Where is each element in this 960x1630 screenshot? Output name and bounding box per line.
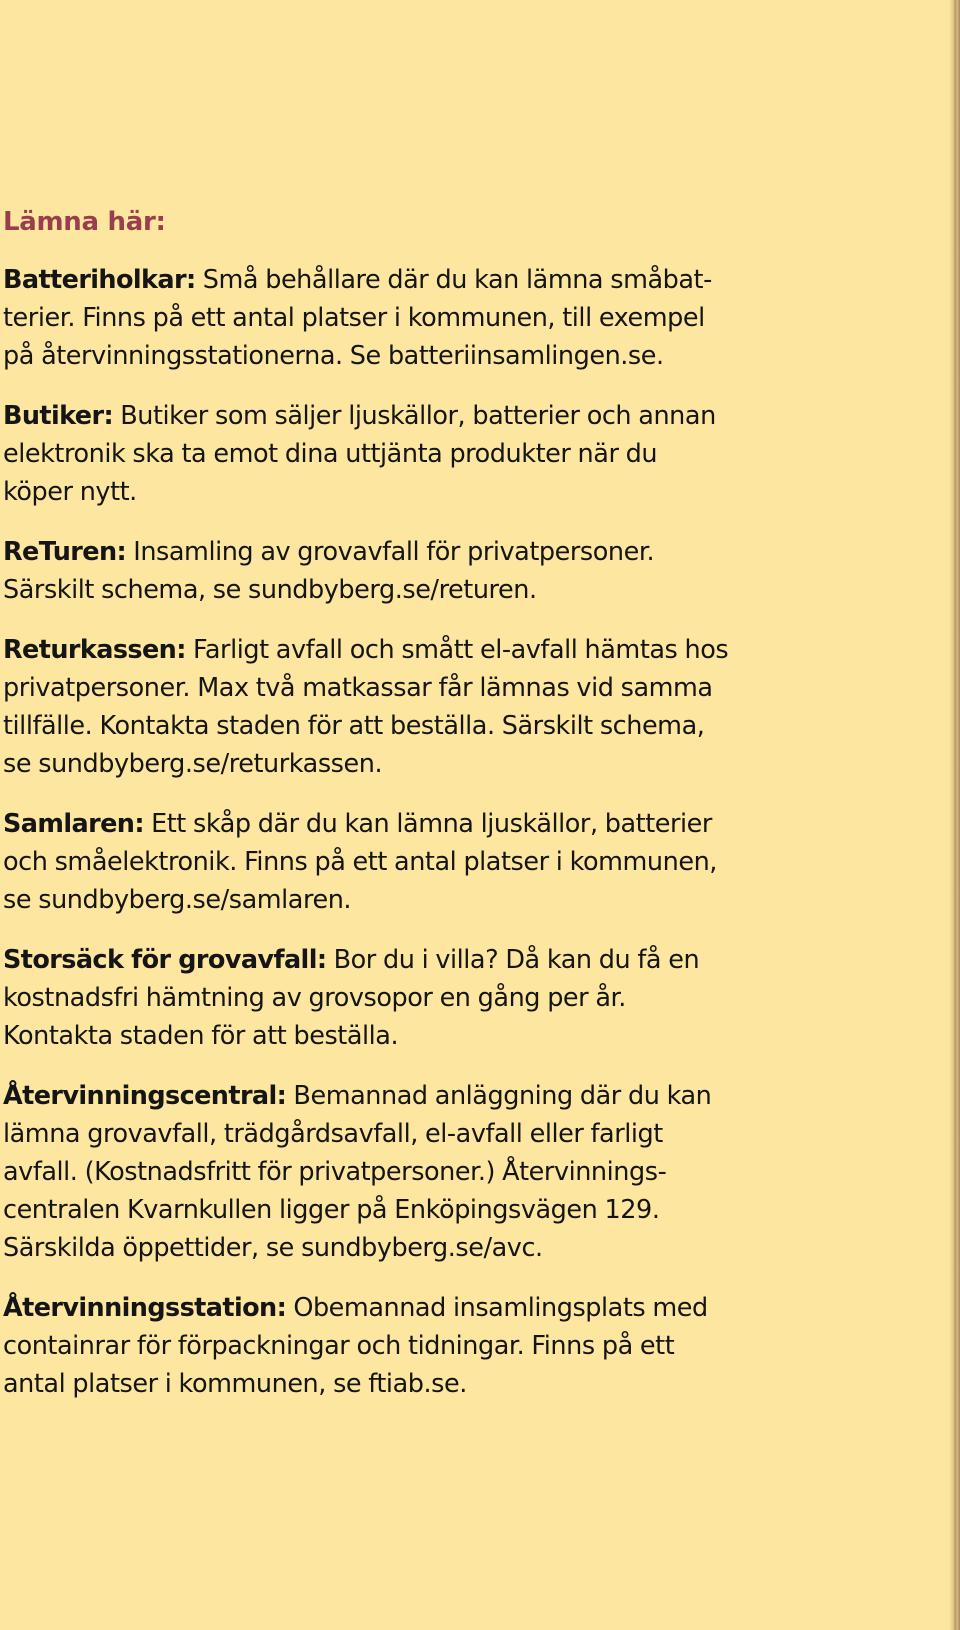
entry-atervinningsstation	[3, 1289, 738, 1403]
entry-line: se sundbyberg.se/samlaren.	[3, 885, 352, 915]
entry-line: och småelektronik. Finns på ett antal platser i kommunen,	[3, 847, 717, 877]
entry-line: privatpersoner. Max två matkassar får lämnas vid samma	[3, 673, 713, 703]
entry-batteriholkar	[3, 261, 738, 375]
entry-line: antal platser i kommunen, se ftiab.se.	[3, 1369, 467, 1399]
entry-samlaren	[3, 805, 738, 919]
entry-line: Farligt avfall och smått el-avfall hämtas hos	[185, 635, 729, 665]
entry-butiker	[3, 397, 738, 511]
section-heading: Lämna här:	[3, 207, 166, 237]
entry-line: Bor du i villa? Då kan du få en	[326, 945, 700, 975]
entry-line: containrar för förpackningar och tidningar. Finns på ett	[3, 1331, 675, 1361]
entry-line: Särskilda öppettider, se sundbyberg.se/avc.	[3, 1233, 543, 1263]
entry-line: terier. Finns på ett antal platser i kommunen, till exempel	[3, 303, 705, 333]
entry-line: Insamling av grovavfall för privatpersoner.	[126, 537, 655, 567]
document-content	[3, 203, 738, 1425]
entry-line: centralen Kvarnkullen ligger på Enköpingsvägen 129.	[3, 1195, 660, 1225]
entry-atervinningscentral	[3, 1077, 738, 1267]
entry-line: på återvinningsstationerna. Se batteriinsamlingen.se.	[3, 341, 664, 371]
page-edge	[953, 0, 960, 1630]
entry-term: Återvinningsstation:	[3, 1293, 287, 1323]
entry-line: elektronik ska ta emot dina uttjänta produkter när du	[3, 439, 658, 469]
entry-line: Obemannad insamlingsplats med	[286, 1293, 708, 1323]
entry-term: Storsäck för grovavfall:	[3, 945, 327, 975]
entry-term: Returkassen:	[3, 635, 186, 665]
entry-term: ReTuren:	[3, 537, 127, 567]
entry-storsack	[3, 941, 738, 1055]
entry-line: Butiker som säljer ljuskällor, batterier och annan	[113, 401, 716, 431]
entry-line: köper nytt.	[3, 477, 137, 507]
entry-line: Särskilt schema, se sundbyberg.se/returen.	[3, 575, 537, 605]
entry-term: Återvinningscentral:	[3, 1081, 287, 1111]
entry-line: Kontakta staden för att beställa.	[3, 1021, 399, 1051]
entry-term: Samlaren:	[3, 809, 144, 839]
entry-line: lämna grovavfall, trädgårdsavfall, el-avfall eller farligt	[3, 1119, 663, 1149]
entry-line: se sundbyberg.se/returkassen.	[3, 749, 383, 779]
entry-line: Små behållare där du kan lämna småbat-	[195, 265, 712, 295]
entry-line: tillfälle. Kontakta staden för att beställa. Särskilt schema,	[3, 711, 705, 741]
entry-returen	[3, 533, 738, 609]
entry-line: Bemannad anläggning där du kan	[286, 1081, 712, 1111]
entry-term: Butiker:	[3, 401, 114, 431]
entry-line: avfall. (Kostnadsfritt för privatpersoner.) Återvinnings-	[3, 1157, 667, 1187]
entry-line: kostnadsfri hämtning av grovsopor en gång per år.	[3, 983, 626, 1013]
entry-line: Ett skåp där du kan lämna ljuskällor, batterier	[143, 809, 712, 839]
entry-term: Batteriholkar:	[3, 265, 196, 295]
entry-returkassen	[3, 631, 738, 783]
